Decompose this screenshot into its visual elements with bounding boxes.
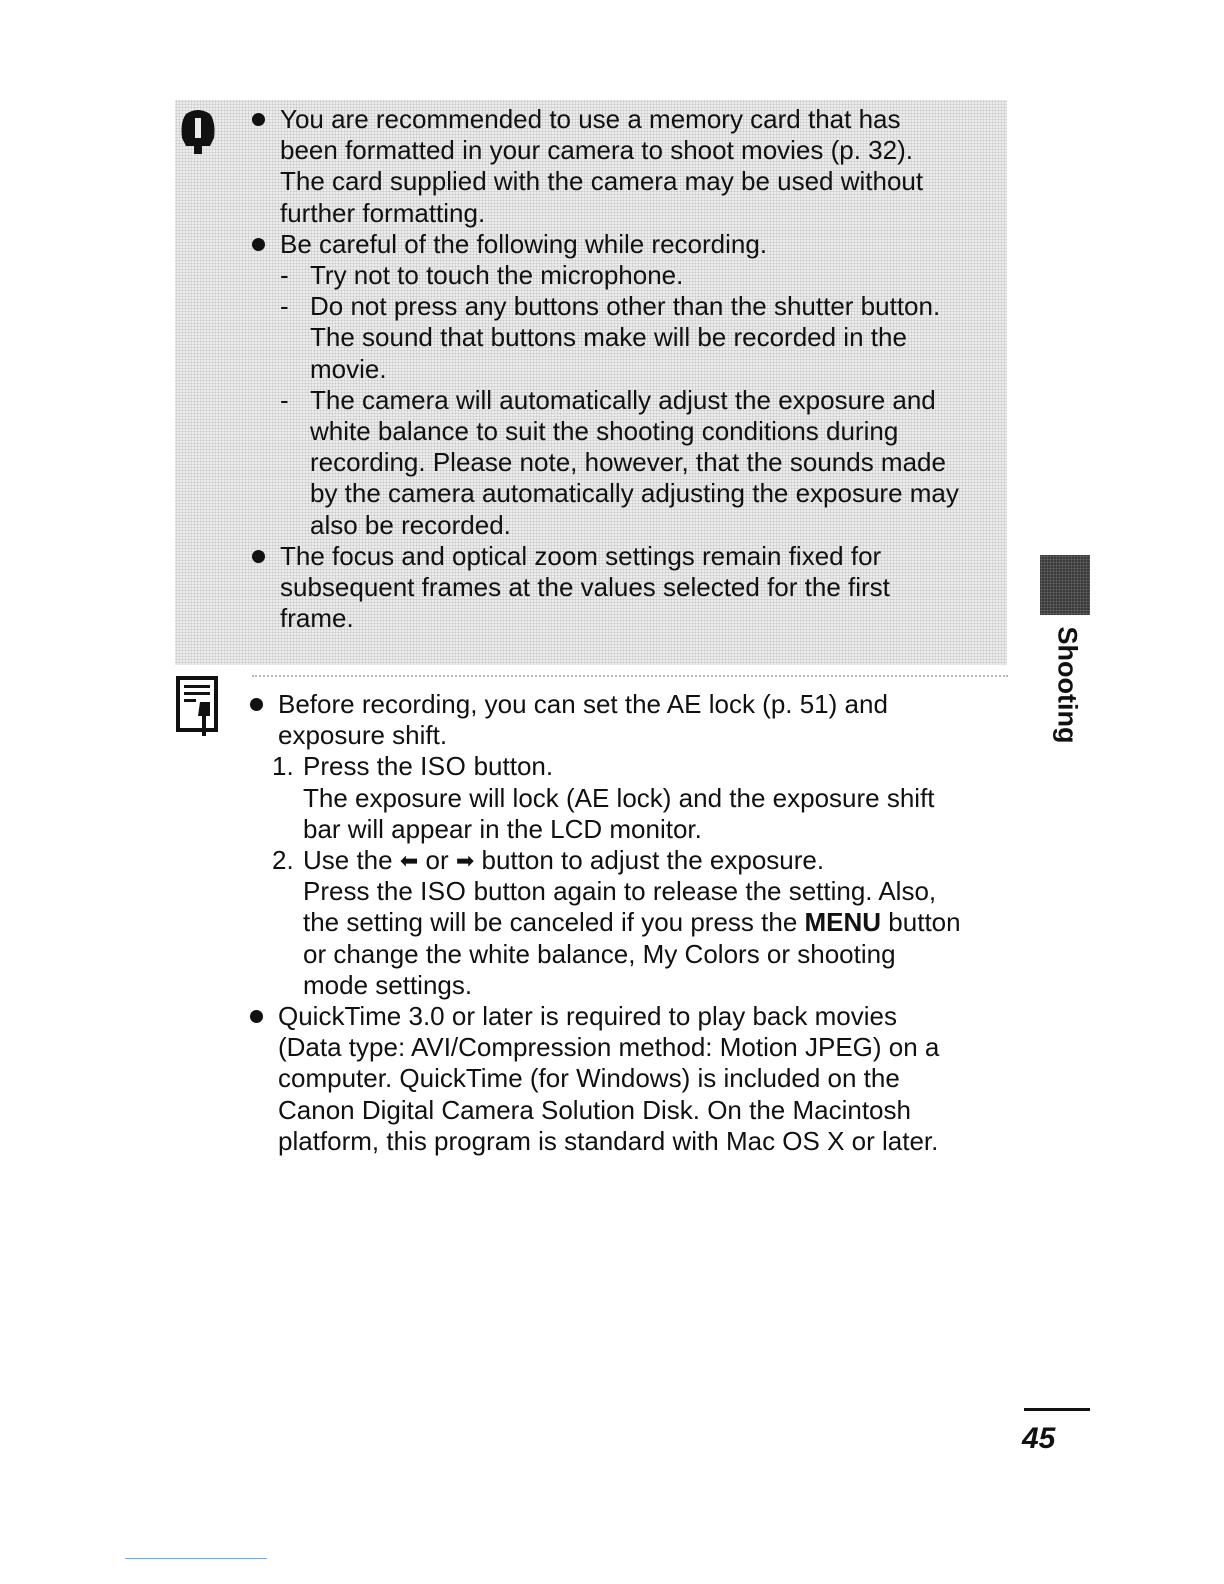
right-arrow-icon: ➡ xyxy=(455,848,475,874)
bullet-dot xyxy=(250,1010,263,1023)
note-bullet-2: QuickTime 3.0 or later is required to play back movies (Data type: AVI/Compression method: Motion JPEG) on a computer. QuickTime (for Windows) is included on the Canon Digital Camera Solution Disk. On the Macintosh platform, this program is standard with Mac OS X or later. xyxy=(250,1001,1010,1157)
bullet-dot xyxy=(250,698,263,711)
dash-marker: - xyxy=(280,260,289,291)
step-2-line-1: Use the ⬅ or ➡ button to adjust the exposure. xyxy=(303,845,825,876)
page-number: 45 xyxy=(1022,1422,1056,1455)
step-1-line-1: Press the ISO button. xyxy=(303,751,554,782)
dash-marker: - xyxy=(280,291,289,322)
iso-button-label: ISO xyxy=(420,876,467,907)
section-divider xyxy=(252,675,1008,677)
dash-marker: - xyxy=(280,384,289,415)
note-step-1: 1. Press the ISO button. The exposure will lock (AE lock) and the exposure shift bar will appear in the LCD monitor. xyxy=(250,751,1010,845)
bullet-dot xyxy=(252,238,265,251)
caution-dash-2: - Do not press any buttons other than the shutter button. The sound that buttons make will be recorded in the movie. xyxy=(280,291,941,384)
caution-bullet-2: Be careful of the following while recording. xyxy=(252,229,1012,260)
caution-bullet-1: You are recommended to use a memory card that has been formatted in your camera to shoot movies (p. 32). The card supplied with the camera may be used without further formatting. xyxy=(252,104,1012,229)
bottom-edge-line xyxy=(125,1558,267,1559)
bullet-dot xyxy=(252,550,265,563)
caution-icon xyxy=(178,108,218,160)
chapter-tab-marker xyxy=(1040,555,1090,615)
page-number-rule xyxy=(1024,1408,1090,1411)
note-step-2: 2. Use the ⬅ or ➡ button to adjust the exposure. Press the ISO button again to release the setting. Also, the setting will be canceled if you press the MENU button or change the white balance, My Colors or shooting mode settings. xyxy=(250,845,1010,1001)
step-2-line-2: Press the ISO button again to release the setting. Also, xyxy=(303,876,937,907)
memo-icon xyxy=(176,676,222,738)
caution-bullet-3: The focus and optical zoom settings remain fixed for subsequent frames at the values selected for the first frame. xyxy=(252,541,1012,635)
note-text xyxy=(250,689,1010,1157)
left-arrow-icon: ⬅ xyxy=(399,848,419,874)
note-bullet-1: Before recording, you can set the AE lock (p. 51) and exposure shift. xyxy=(250,689,1010,751)
iso-button-label: ISO xyxy=(420,751,467,782)
menu-button-label: MENU xyxy=(804,907,882,938)
caution-text xyxy=(252,104,1012,634)
bullet-dot xyxy=(252,113,265,126)
step-2-line-3: the setting will be canceled if you press the MENU button xyxy=(303,907,961,938)
caution-dash-3: - The camera will automatically adjust the exposure and white balance to suit the shooting conditions during recording. Please note, however, that the sounds made by the camera automatically adjusting the exposure may also be recorded. xyxy=(280,384,959,540)
chapter-tab-label: Shooting xyxy=(1052,626,1083,744)
caution-dash-1: - Try not to touch the microphone. xyxy=(280,260,684,291)
